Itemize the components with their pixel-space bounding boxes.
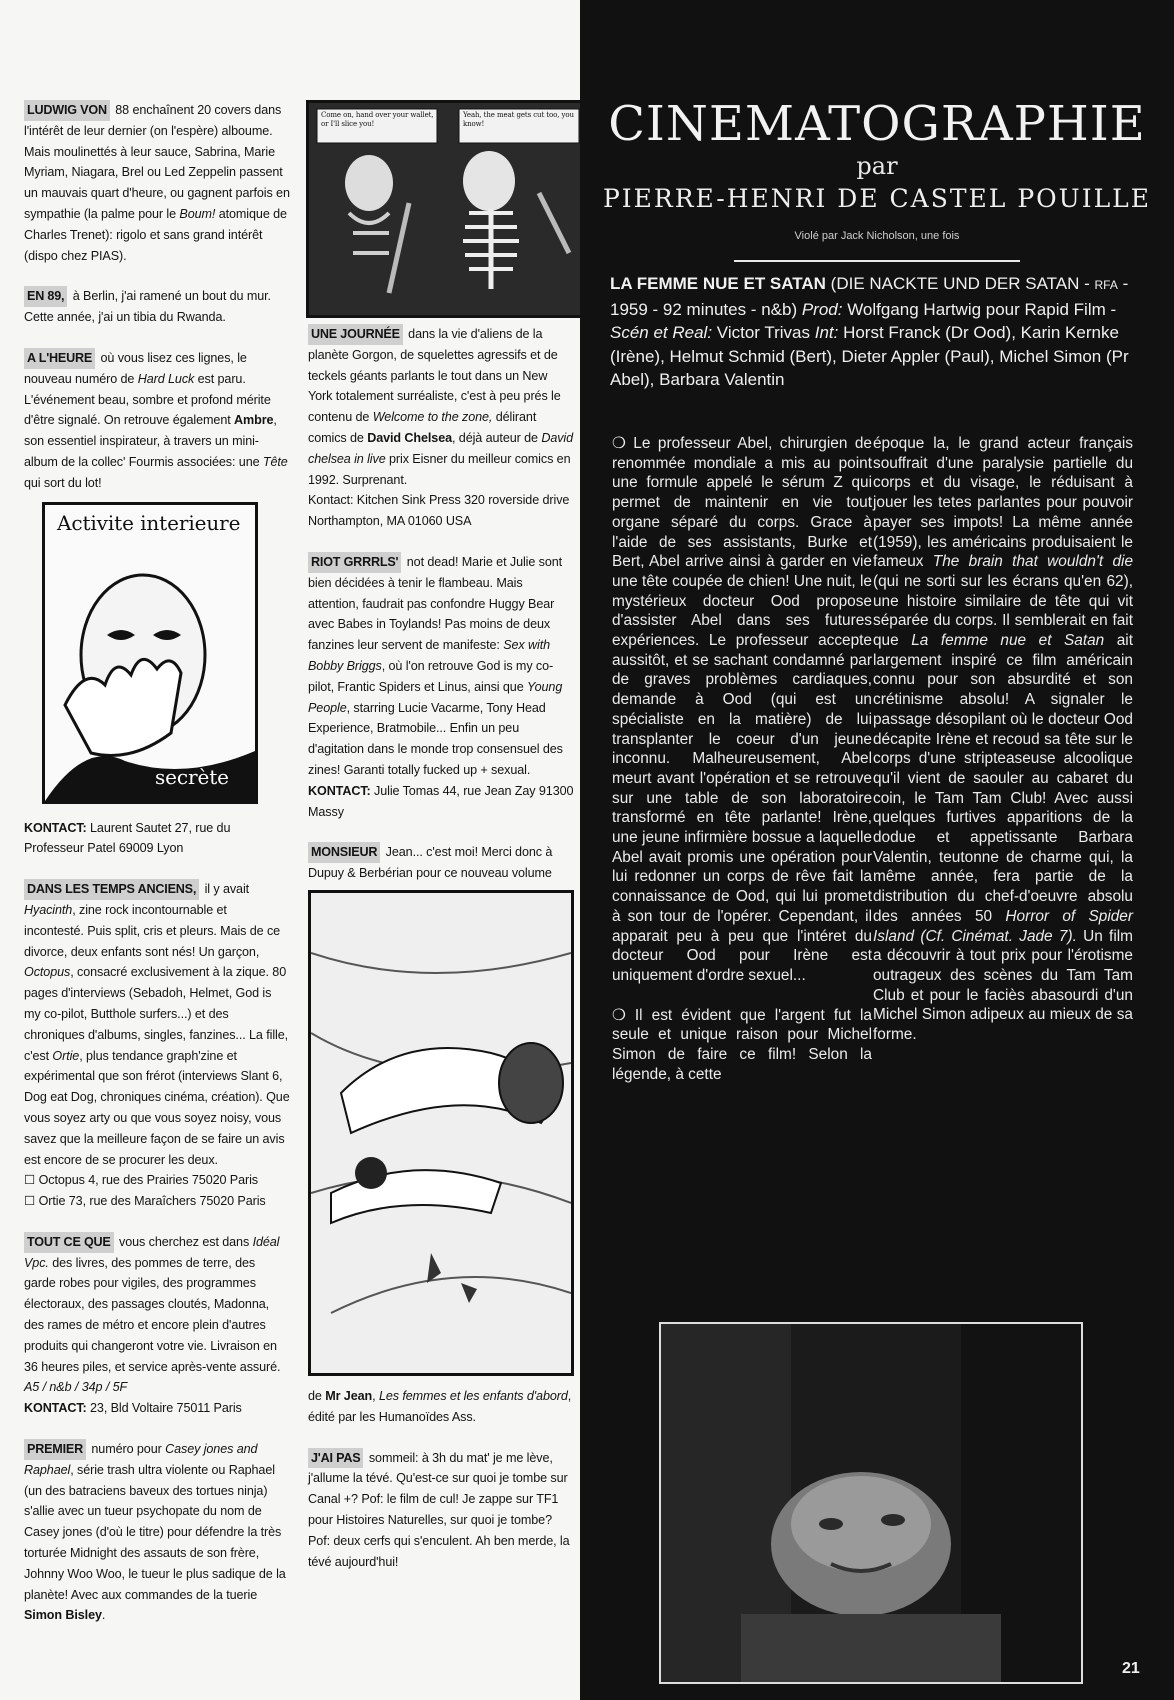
divider bbox=[734, 260, 1020, 262]
article-monsieur-cont: de Mr Jean, Les femmes et les enfants d'abord, édité par les Humanoïdes Ass. bbox=[308, 1388, 572, 1424]
mask-drawing bbox=[45, 505, 255, 801]
byline-par: par bbox=[856, 152, 898, 180]
article-head: LUDWIG VON bbox=[24, 100, 110, 121]
review-column-2 bbox=[873, 434, 1133, 1045]
section-title: CINEMATOGRAPHIE bbox=[608, 96, 1146, 152]
article-head: A L'HEURE bbox=[24, 348, 95, 369]
article-en-89: EN 89, à Berlin, j'ai ramené un bout du mur. Cette année, j'ai un tibia du Rwanda. bbox=[24, 286, 290, 328]
film-still-drawing bbox=[661, 1324, 1081, 1682]
article-temps-anciens: DANS LES TEMPS ANCIENS, il y avait Hyacinth, zine rock incontournable et incontesté. Puis split, cris et pleurs. Mais de ce divorce, deux enfants sont nés! Un garçon, Octopus, consacré exclusivement à la zique. 80 pages d'interviews (Sebadoh, Helmet, God is my co-pilot, Butthole surfers...) et des chroniques d'albums, singles, fanzines... La fille, c'est Ortie, plus tendance graph'zine et expérimental que son frérot (interviews Slant 6, Dog eat Dog, chroniques cinéma, création). Que vous soyez arty ou que vous soyez noisy, vous savez que la meilleure façon de se faire un avis est encore de se procurer les deux. ☐ Octopus 4, rue des Prairies 75020 Paris ☐ Ortie 73, rue des Maraîchers 75020 Paris bbox=[24, 879, 290, 1212]
bed-drawing bbox=[311, 893, 571, 1373]
kontakt-laurent-sautet: KONTACT: Laurent Sautet 27, rue du Professeur Patel 69009 Lyon bbox=[24, 820, 231, 856]
speech-bubble-2: Yeah, the meat gets cut too, you know! bbox=[463, 111, 574, 128]
film-still-michel-simon bbox=[659, 1322, 1083, 1684]
article-tout-ce-que: TOUT CE QUE vous cherchez est dans Idéal Vpc. des livres, des pommes de terre, des garde robes pour vigiles, des programmes électoraux, des passages cloutés, Madonna, des rames de métro et encore plein d'autres produits qui changeront votre vie. Livraison en 36 heures piles, et service après-vente assuré. A5 / n&b / 34p / 5F KONTACT: 23, Bld Voltaire 75011 Paris bbox=[24, 1232, 290, 1419]
review-paragraph-3: époque la, le grand acteur français souffrait d'une paralysie partielle du corps et du visage, le réduisant à jouer les tetes parlantes pour pouvoir payer ses impots! La même année (1959), les américains produisaient le fameux The brain that wouldn't die (qui ne sorti sur les écrans qu'en 62), une histoire similaire de tête qui vit séparée du corps. Il semblerait en fait que La femme nue et Satan ait largement inspiré ce film américain connu pour son absurdité et son crétinisme absolu! A signaler le passage désopilant où le docteur Ood décapite Irène et recoud sa tête sur le corps d'une stripteaseuse alcoolique qu'il vient de saouler au cabaret du coin, le Tam Tam Club! Avec aussi quelques furtives apparitions de la dodue et appetissante Barbara Valentin, teutonne de charme qui, la même année, fera partie de la distribution du chef-d'oeuvre absolu des années 50 Horror of Spider Island (Cf. Cinémat. Jade 7). Un film a découvrir à tout prix pour l'érotisme outrageux des scènes du Tam Tam Club et pour le faciès abasourdi d'un Michel Simon adipeux au mieux de sa forme. bbox=[873, 435, 1134, 1044]
article-j-ai-pas: J'AI PAS sommeil: à 3h du mat' je me lève, j'allume la tévé. Qu'est-ce sur quoi je tombe sur Canal +? Pof: le film de cul! Je zappe sur TF1 pour Histoires Naturelles, sur quoi je tombe? Pof: deux cerfs qui s'enculent. Ah ben merde, la tévé aujourd'hui! bbox=[308, 1448, 574, 1573]
article-head: DANS LES TEMPS ANCIENS, bbox=[24, 879, 199, 900]
article-monsieur: MONSIEUR Jean... c'est moi! Merci donc à Dupuy & Berbérian pour ce nouveau volume bbox=[308, 842, 574, 884]
article-a-l-heure: A L'HEURE où vous lisez ces lignes, le nouveau numéro de Hard Luck est paru. L'événement beau, sombre et profond mérite d'être signalé. On retrouve également Ambre, son essentiel inspirateur, à travers un mini-album de la collec' Fourmis associées: une Tête qui sort du lot! bbox=[24, 348, 290, 494]
film-header: LA FEMME NUE ET SATAN (DIE NACKTE UND DER SATAN - RFA - 1959 - 92 minutes - n&b) Prod: Wolfgang Hartwig pour Rapid Film - Scén et Real: Victor Trivas Int: Horst Franck (Dr Ood), Karin Kernke (Irène), Helmut Schmid (Bert), Dieter Appler (Paul), Michel Simon (Pr Abel), Barbara Valentin bbox=[610, 274, 1129, 389]
left-page bbox=[0, 0, 580, 1700]
review-paragraph-2: ❍ Il est évident que l'argent fut la seule et unique raison pour Michel Simon de faire ce film! Selon la légende, à cette bbox=[612, 1006, 872, 1083]
left-column-2 bbox=[308, 100, 574, 1592]
article-head: PREMIER bbox=[24, 1439, 86, 1460]
address-ortie: ☐ Ortie 73, rue des Maraîchers 75020 Paris bbox=[24, 1194, 266, 1209]
review-paragraph-1: ❍ Le professeur Abel, chirurgien de renommée mondiale a mis au point une formule appelé le sérum Z qui permet de maintenir en vie tout organe séparé du corps. Grace à l'aide de ses assistants, Burke et Bert, Abel arrive ainsi à garder en vie une tête coupée de chien! Une nuit, le mystérieux docteur Ood propose d'assister Abel dans ses futures expériences. Le professeur accepte aussitôt, et se sachant condamné par de graves problèmes cardiaques, demande à Ood (qui est un spécialiste en la matière) de lui transplanter le coeur d'un jeune inconnu. Malheureusement, Abel meurt avant l'opération et se retrouve sur une table de son laboratoire transformé en tête parlante! Irène, une jeune infirmière bossue a laquelle Abel avait promis une opération pour lui redonner un corps de rêve fait la connaissance de Ood, qui lui promet à son tour de l'opérer. Cependant, il apparait peu à peu que l'intéret du docteur Ood pour Irène est uniquement d'ordre sexuel... bbox=[612, 435, 872, 984]
skeleton-drawing bbox=[309, 103, 587, 315]
author-name: PIERRE-HENRI DE CASTEL POUILLE bbox=[602, 184, 1152, 213]
article-head: RIOT GRRRLS' bbox=[308, 552, 401, 573]
article-head: TOUT CE QUE bbox=[24, 1232, 114, 1253]
address-octopus: ☐ Octopus 4, rue des Prairies 75020 Paris bbox=[24, 1173, 258, 1188]
illustration-skeletons-comic bbox=[306, 100, 590, 318]
right-page-cinematographie bbox=[580, 0, 1174, 1700]
author-tagline: Violé par Jack Nicholson, une fois bbox=[794, 230, 960, 242]
article-head: J'AI PAS bbox=[308, 1448, 363, 1469]
page-number: 21 bbox=[1122, 1660, 1140, 1677]
article-head: MONSIEUR bbox=[308, 842, 380, 863]
scrawl-bottom: secrète bbox=[155, 764, 229, 789]
kontakt-kitchen-sink: Kontact: Kitchen Sink Press 320 roverside drive Northampton, MA 01060 USA bbox=[308, 493, 570, 529]
scrawl-top: Activite interieure bbox=[57, 510, 241, 535]
article-riot-grrrls: RIOT GRRRLS' not dead! Marie et Julie sont bien décidées à tenir le flambeau. Mais attention, faudrait pas confondre Huggy Bear avec Babes in Toylands! Pas moins de deux fanzines leur servent de manifeste: Sex with Bobby Briggs, où l'on retrouve God is my co-pilot, Frantic Spiders et Linus, ainsi que Young People, starring Lucie Vacarme, Tony Head Experience, Bratmobile... Enfin un peu d'agitation dans le monde trop consensuel des zines! Garanti totally fucked up + sexual. KONTACT: Julie Tomas 44, rue Jean Zay 91300 Massy bbox=[308, 552, 574, 822]
article-premier: PREMIER numéro pour Casey jones and Raphael, série trash ultra violente ou Raphael (un des batraciens baveux des tortues ninja) s'allie avec un tueur psychopate du nom de Casey jones (d'où le titre) pour défendre la très torturée Midnight des assauts de son frère, Johnny Woo Woo, le tueur le plus sadique de la planète! Avec aux commandes de la tuerie Simon Bisley. bbox=[24, 1439, 290, 1626]
article-head: EN 89, bbox=[24, 286, 67, 307]
illustration-mr-jean bbox=[308, 890, 574, 1376]
article-head: UNE JOURNÉE bbox=[308, 324, 403, 345]
review-column-1 bbox=[612, 434, 872, 1085]
left-column-1 bbox=[24, 100, 290, 1646]
speech-bubble-1: Come on, hand over your wallet, or I'll slice you! bbox=[321, 111, 434, 128]
illustration-activite-interieure bbox=[42, 502, 258, 804]
article-ludwig-von: LUDWIG VON 88 enchaînent 20 covers dans l'intérêt de leur dernier (on l'espère) alboume. Mais moulinettés à leur sauce, Sabrina, Marie Myriam, Niagara, Brel ou Led Zeppelin passent un mauvais quart d'heure, ou gagnent parfois en sympathie (la palme pour le Boum! atomique de Charles Trenet): rigolo et sans grand intérêt (dispo chez PIAS). bbox=[24, 100, 290, 266]
article-une-journee: UNE JOURNÉE dans la vie d'aliens de la planète Gorgon, de squelettes agressifs et de teckels géants parlants le tout dans un New York totalement surréaliste, c'est à peu prés le contenu de Welcome to the zone, délirant comics de David Chelsea, déjà auteur de David chelsea in live prix Eisner du meilleur comics en 1992. Surprenant. Kontact: Kitchen Sink Press 320 roverside drive Northampton, MA 01060 USA bbox=[308, 324, 574, 532]
